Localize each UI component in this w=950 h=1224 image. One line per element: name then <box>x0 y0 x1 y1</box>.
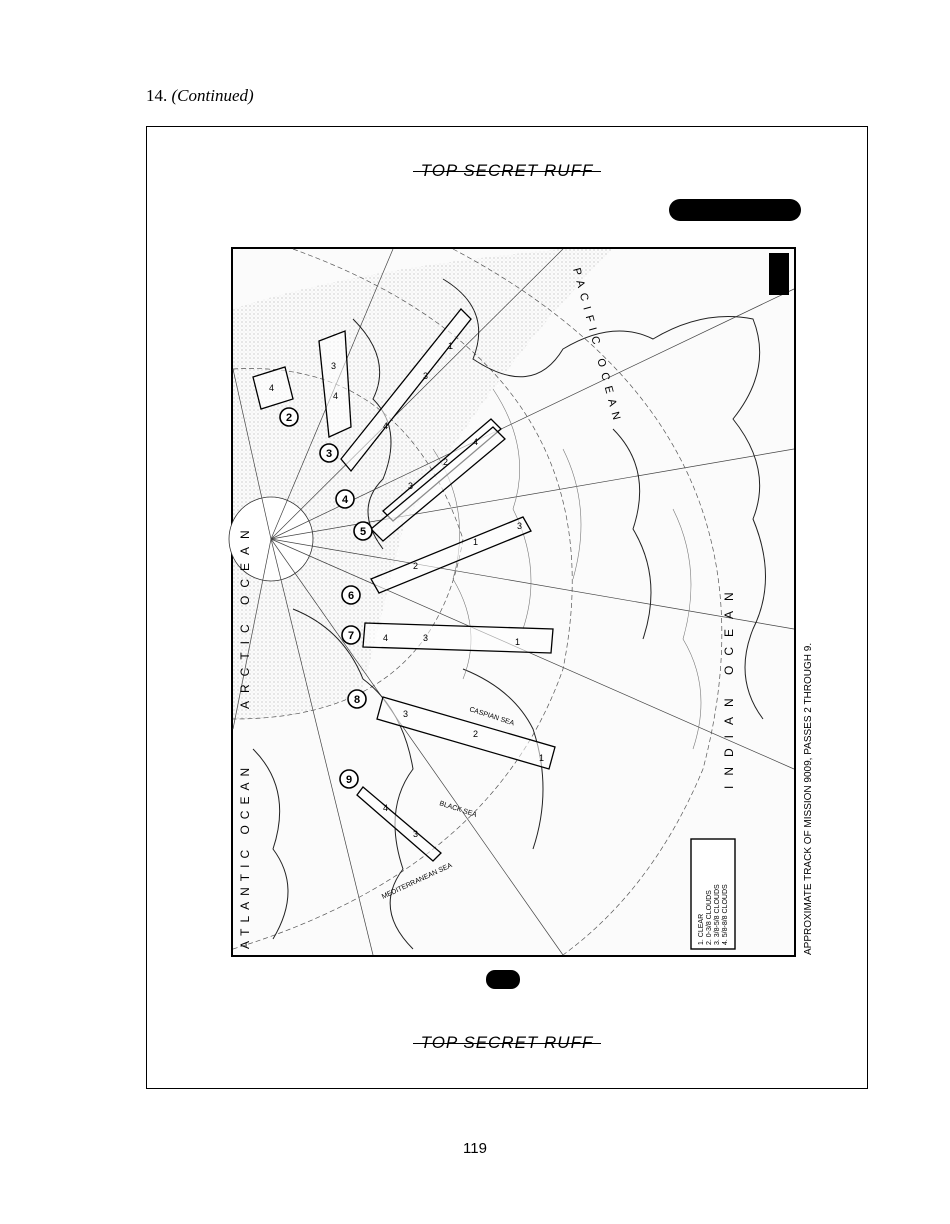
redaction-top <box>669 199 801 221</box>
svg-text:4: 4 <box>473 437 479 447</box>
mission-track-map <box>231 247 814 957</box>
label-arctic-ocean: ARCTIC OCEAN <box>238 522 252 709</box>
map-caption: APPROXIMATE TRACK OF MISSION 9009, PASSES 2 THROUGH 9. <box>803 642 814 955</box>
map-svg <box>233 249 814 955</box>
section-header <box>146 86 254 106</box>
legend-item-3: 3. 3/8-5/8 CLOUDS <box>714 884 721 945</box>
pass-marker-7: 7 <box>347 630 355 642</box>
cloud-legend <box>691 839 735 949</box>
legend-item-2: 2. 0-3/8 CLOUDS <box>706 890 713 945</box>
svg-text:2: 2 <box>473 729 479 739</box>
svg-text:3: 3 <box>413 829 419 839</box>
pass-marker-2: 2 <box>285 412 293 424</box>
svg-text:3: 3 <box>517 521 523 531</box>
svg-text:1: 1 <box>515 637 521 647</box>
svg-text:3: 3 <box>331 361 337 371</box>
svg-text:3: 3 <box>423 633 429 643</box>
label-mediterranean-sea: MEDITERRANEAN SEA <box>380 862 454 901</box>
svg-text:3: 3 <box>423 371 429 381</box>
section-continued: (Continued) <box>171 86 254 105</box>
classification-marking-top: TOP SECRET RUFF <box>147 161 867 181</box>
label-caspian-sea: CASPIAN SEA <box>468 706 515 728</box>
classification-marking-bottom: TOP SECRET RUFF <box>147 1033 867 1053</box>
svg-text:4: 4 <box>383 803 389 813</box>
svg-text:4: 4 <box>333 391 339 401</box>
svg-text:3: 3 <box>408 481 414 491</box>
label-indian-ocean: INDIAN OCEAN <box>722 582 736 789</box>
svg-text:4: 4 <box>269 383 275 393</box>
section-number: 14. <box>146 86 168 105</box>
page-number: 119 <box>463 1140 487 1157</box>
svg-text:1: 1 <box>473 537 479 547</box>
label-atlantic-ocean: ATLANTIC OCEAN <box>238 761 252 949</box>
svg-text:2: 2 <box>413 561 419 571</box>
svg-text:1: 1 <box>539 753 545 763</box>
svg-text:1: 1 <box>448 341 454 351</box>
svg-text:4: 4 <box>383 633 389 643</box>
legend-item-1: 1. CLEAR <box>698 913 705 945</box>
svg-text:3: 3 <box>403 709 409 719</box>
pass-marker-5: 5 <box>359 526 367 538</box>
pass-marker-8: 8 <box>353 694 361 706</box>
legend-item-4: 4. 5/8-8/8 CLOUDS <box>722 884 729 945</box>
pass-marker-6: 6 <box>347 590 355 602</box>
figure-frame <box>146 126 868 1089</box>
pass-marker-4: 4 <box>341 494 349 506</box>
label-black-sea: BLACK SEA <box>438 800 478 819</box>
redaction-bottom <box>486 970 520 989</box>
pass-marker-9: 9 <box>345 774 353 786</box>
svg-text:2: 2 <box>443 457 449 467</box>
svg-text:4: 4 <box>383 421 389 431</box>
redaction-map <box>769 253 789 295</box>
label-pacific-ocean: PACIFIC OCEAN <box>570 266 624 427</box>
pass-marker-3: 3 <box>325 448 333 460</box>
